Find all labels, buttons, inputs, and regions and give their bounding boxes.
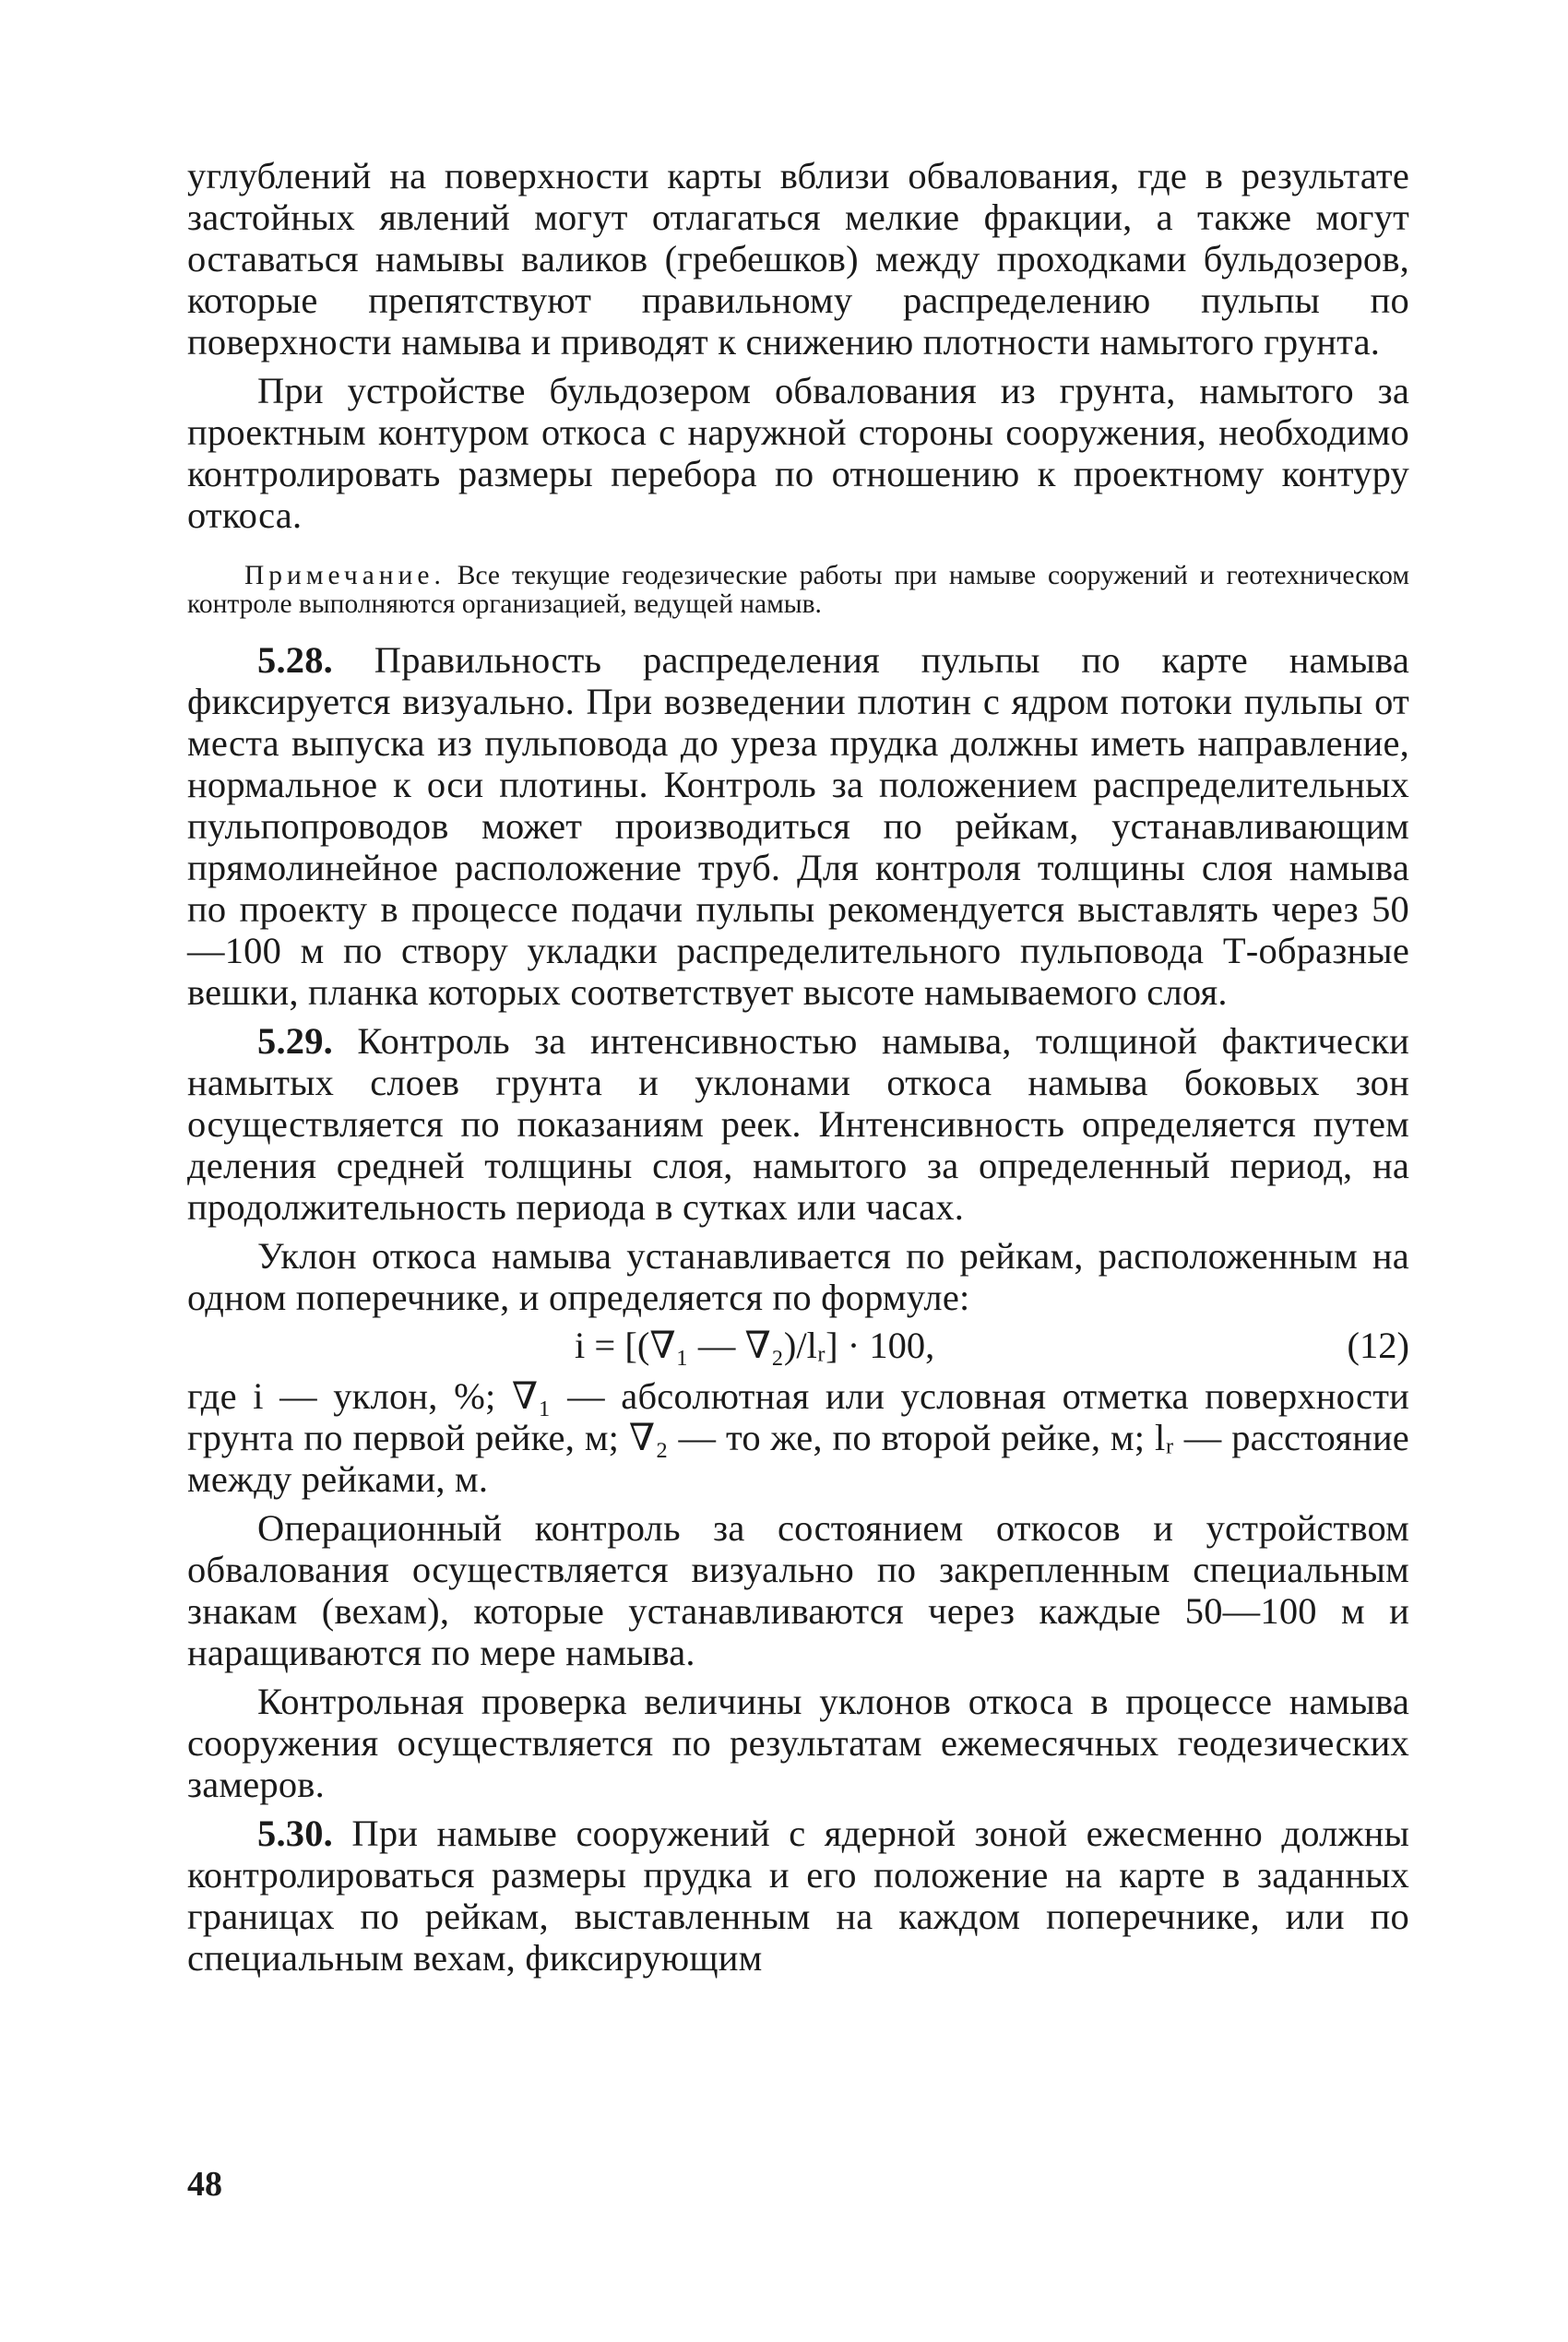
formula: i = [(∇₁ — ∇₂)/lᵣ] · 100, xyxy=(575,1325,935,1366)
paragraph-check: Контрольная проверка величины уклонов откоса в процессе намыва сооружения осуществляется по результатам ежемесячных геодезических замеров. xyxy=(187,1681,1409,1805)
section-number: 5.29. xyxy=(257,1020,333,1062)
formula-row xyxy=(187,1322,1409,1370)
note xyxy=(187,562,1409,619)
section-5-29 xyxy=(187,1020,1409,1228)
section-text: При намыве сооружений с ядерной зоной ежесменно должны контролироваться размеры прудка и его положение на карте в заданных границах по рейкам, выставленным на каждом поперечнике, или по специальным вехам, фиксирующим xyxy=(187,1813,1409,1979)
section-5-28 xyxy=(187,639,1409,1013)
page-number: 48 xyxy=(187,2165,222,2204)
paragraph-embankment: При устройстве бульдозером обвалования из грунта, намытого за проектным контуром откоса с наружной стороны сооружения, необходимо контролировать размеры перебора по отношению к проектному контуру откоса. xyxy=(187,370,1409,536)
section-text: Правильность распределения пульпы по карте намыва фиксируется визуально. При возведении плотин с ядром потоки пульпы от места выпуска из пульповода до уреза прудка должны иметь направление, нормальное к оси плотины. Контроль за положением распределительных пульпопроводов может производиться по рейкам, устанавливающим прямолинейное расположение труб. Для контроля толщины слоя намыва по проекту в процессе подачи пульпы рекомендуется выставлять через 50—100 м по створу укладки распределительного пульповода Т-образные вешки, планка которых соответствует высоте намываемого слоя. xyxy=(187,639,1409,1013)
note-text: Все текущие геодезические работы при намыве сооружений и геотехническом контроле выполняются организацией, ведущей намыв. xyxy=(187,561,1409,619)
paragraph-slope: Уклон откоса намыва устанавливается по рейкам, расположенным на одном поперечнике, и определяется по формуле: xyxy=(187,1235,1409,1318)
paragraph-continuation: углублений на поверхности карты вблизи обвалования, где в результате застойных явлений могут отлагаться мелкие фракции, а также могут оставаться намывы валиков (гребешков) между проходками бульдозеров, которые препятствуют правильному распределению пульпы по поверхности намыва и приводят к снижению плотности намытого грунта. xyxy=(187,155,1409,363)
paragraph-where: где i — уклон, %; ∇₁ — абсолютная или условная отметка поверхности грунта по первой рейке, м; ∇₂ — то же, по второй рейке, м; lᵣ — расстояние между рейками, м. xyxy=(187,1375,1409,1500)
section-5-30 xyxy=(187,1813,1409,1979)
note-label: Примечание. xyxy=(244,561,445,590)
formula-number: (12) xyxy=(1347,1325,1409,1366)
section-text: Контроль за интенсивностью намыва, толщиной фактически намытых слоев грунта и уклонами откоса намыва боковых зон осуществляется по показаниям реек. Интенсивность определяется путем деления средней толщины слоя, намытого за определенный период, на продолжительность периода в сутках или часах. xyxy=(187,1020,1409,1228)
paragraph-operational: Операционный контроль за состоянием откосов и устройством обвалования осуществляется визуально по закрепленным специальным знакам (вехам), которые устанавливаются через каждые 50—100 м и наращиваются по мере намыва. xyxy=(187,1507,1409,1673)
section-number: 5.28. xyxy=(257,639,333,681)
page-body xyxy=(187,155,1409,1979)
section-number: 5.30. xyxy=(257,1813,333,1854)
